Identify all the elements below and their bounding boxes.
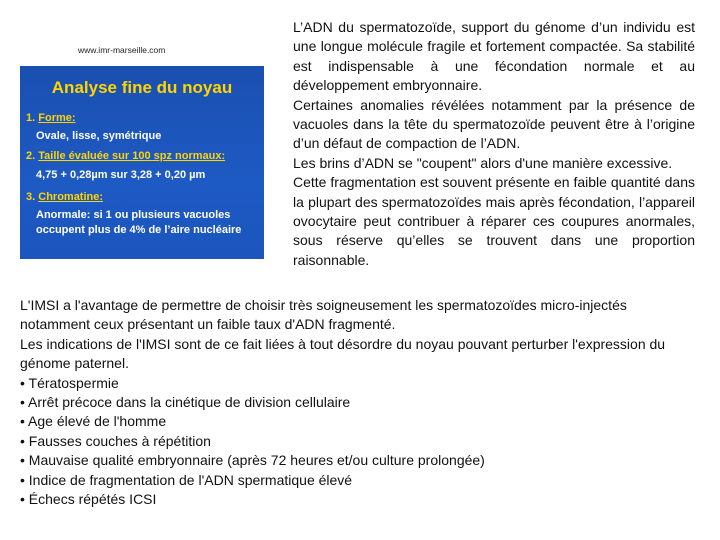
slide-item-number: 3.: [26, 191, 36, 203]
list-item: • Age élevé de l'homme: [20, 413, 167, 430]
list-item: • Fausses couches à répétition: [20, 432, 211, 449]
intro-paragraph: Cette fragmentation est souvent présente en faible quantité dans la plupart des spermatozoïdes mais après fécondation, l’appareil ovocytaire peut contribuer à réparer ces coupures anormales, sous réserve qu’elles se trouvent dans une proportion raisonnable.: [293, 174, 695, 268]
slide-item-2-line: 4,75 + 0,28µm sur 3,28 + 0,20 µm: [36, 169, 206, 181]
slide-item-heading: Forme:: [38, 112, 76, 124]
slide-item-3-heading: [26, 191, 103, 203]
slide-item-3-line-1: Anormale: si 1 ou plusieurs vacuoles: [36, 209, 231, 221]
slide-item-number: 1.: [26, 112, 36, 124]
slide-item-1-heading: [26, 112, 76, 124]
body-paragraph: L'IMSI a l'avantage de permettre de choisir très soigneusement les spermatozoïdes micro-injectés notamment ceux présentant un faible taux d'ADN fragmenté.: [20, 297, 627, 333]
intro-paragraph: L’ADN du spermatozoïde, support du génome d’un individu est une longue molécule fragile et fortement compactée. Sa stabilité est indispensable à une fécondation normale et au développement embryonnaire.: [293, 19, 695, 94]
slide-image: [20, 66, 264, 259]
main-text-block: [20, 296, 700, 509]
intro-paragraph: Certaines anomalies révélées notamment par la présence de vacuoles dans la tête du spermatozoïde peuvent être à l’origine d’un défaut de compaction de l’ADN.: [293, 96, 695, 152]
slide-item-heading: Taille évaluée sur 100 spz normaux:: [38, 150, 226, 162]
list-item: • Mauvaise qualité embryonnaire (après 72 heures et/ou culture prolongée): [20, 452, 485, 469]
list-item: • Tératospermie: [20, 374, 119, 391]
slide-item-heading: Chromatine:: [38, 191, 104, 203]
slide-title: Analyse fine du noyau: [51, 78, 233, 97]
slide-item-1-line: Ovale, lisse, symétrique: [36, 130, 162, 142]
slide-item-number: 2.: [26, 150, 36, 162]
slide-item-3-line-2: occupent plus de 4% de l’aire nucléaire: [36, 224, 242, 236]
list-item: • Indice de fragmentation de l'ADN spermatique élevé: [20, 471, 353, 488]
body-paragraph: Les indications de l'IMSI sont de ce fait liées à tout désordre du noyau pouvant perturber l'expression du génome paternel.: [20, 335, 666, 372]
intro-text-block: [293, 18, 695, 270]
list-item: • Arrêt précoce dans la cinétique de division cellulaire: [20, 394, 351, 411]
indications-list: [20, 374, 700, 510]
source-url: www.imr-marseille.com: [78, 45, 166, 55]
list-item: • Échecs répétés ICSI: [20, 491, 157, 508]
intro-paragraph: Les brins d’ADN se "coupent" alors d'une manière excessive.: [293, 154, 673, 171]
slide-item-2-heading: [26, 150, 225, 162]
